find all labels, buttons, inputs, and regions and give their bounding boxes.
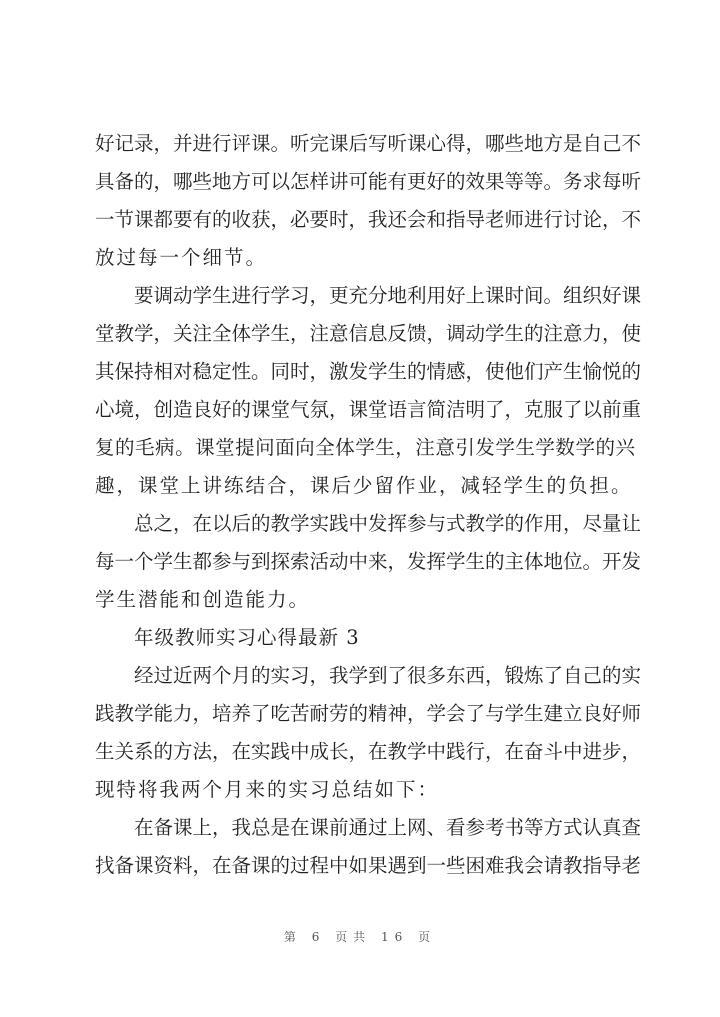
text-line: 践教学能力，培养了吃苦耐劳的精神，学会了与学生建立良好师 (95, 702, 642, 725)
text-line: 好记录，并进行评课。听完课后写听课心得，哪些地方是自己不 (95, 132, 642, 155)
text-line: 总之，在以后的教学实践中发挥参与式教学的作用，尽量让 (134, 512, 642, 535)
text-line: 具备的，哪些地方可以怎样讲可能有更好的效果等等。务求每听 (95, 170, 642, 193)
section-heading: 年级教师实习心得最新 3 (134, 626, 360, 649)
text-line: 经过近两个月的实习，我学到了很多东西，锻炼了自己的实 (134, 664, 642, 687)
text-line: 放过每一个细节。 (95, 246, 268, 269)
text-line: 每一个学生都参与到探索活动中来，发挥学生的主体地位。开发 (95, 550, 642, 573)
text-line: 在备课上，我总是在课前通过上网、看参考书等方式认真查 (134, 816, 642, 839)
text-line: 现特将我两个月来的实习总结如下： (95, 778, 440, 801)
text-line: 复的毛病。课堂提问面向全体学生，注意引发学生学数学的兴 (95, 436, 635, 459)
text-line: 生关系的方法，在实践中成长，在教学中践行，在奋斗中进步， (95, 740, 642, 763)
text-line: 趣，课堂上讲练结合，课后少留作业，减轻学生的负担。 (95, 474, 633, 497)
text-line: 一节课都要有的收获，必要时，我还会和指导老师进行讨论，不 (95, 208, 642, 231)
text-line: 其保持相对稳定性。同时，激发学生的情感，使他们产生愉悦的 (95, 360, 642, 383)
text-line: 心境，创造良好的课堂气氛，课堂语言简洁明了，克服了以前重 (95, 398, 642, 421)
text-line: 找备课资料，在备课的过程中如果遇到一些困难我会请教指导老 (95, 854, 642, 877)
text-line: 学生潜能和创造能力。 (95, 588, 311, 611)
text-line: 堂教学，关注全体学生，注意信息反馈，调动学生的注意力，使 (95, 322, 642, 345)
text-line: 要调动学生进行学习，更充分地利用好上课时间。组织好课 (134, 284, 642, 307)
page-number-footer: 第 6 页共 16 页 (283, 930, 437, 944)
